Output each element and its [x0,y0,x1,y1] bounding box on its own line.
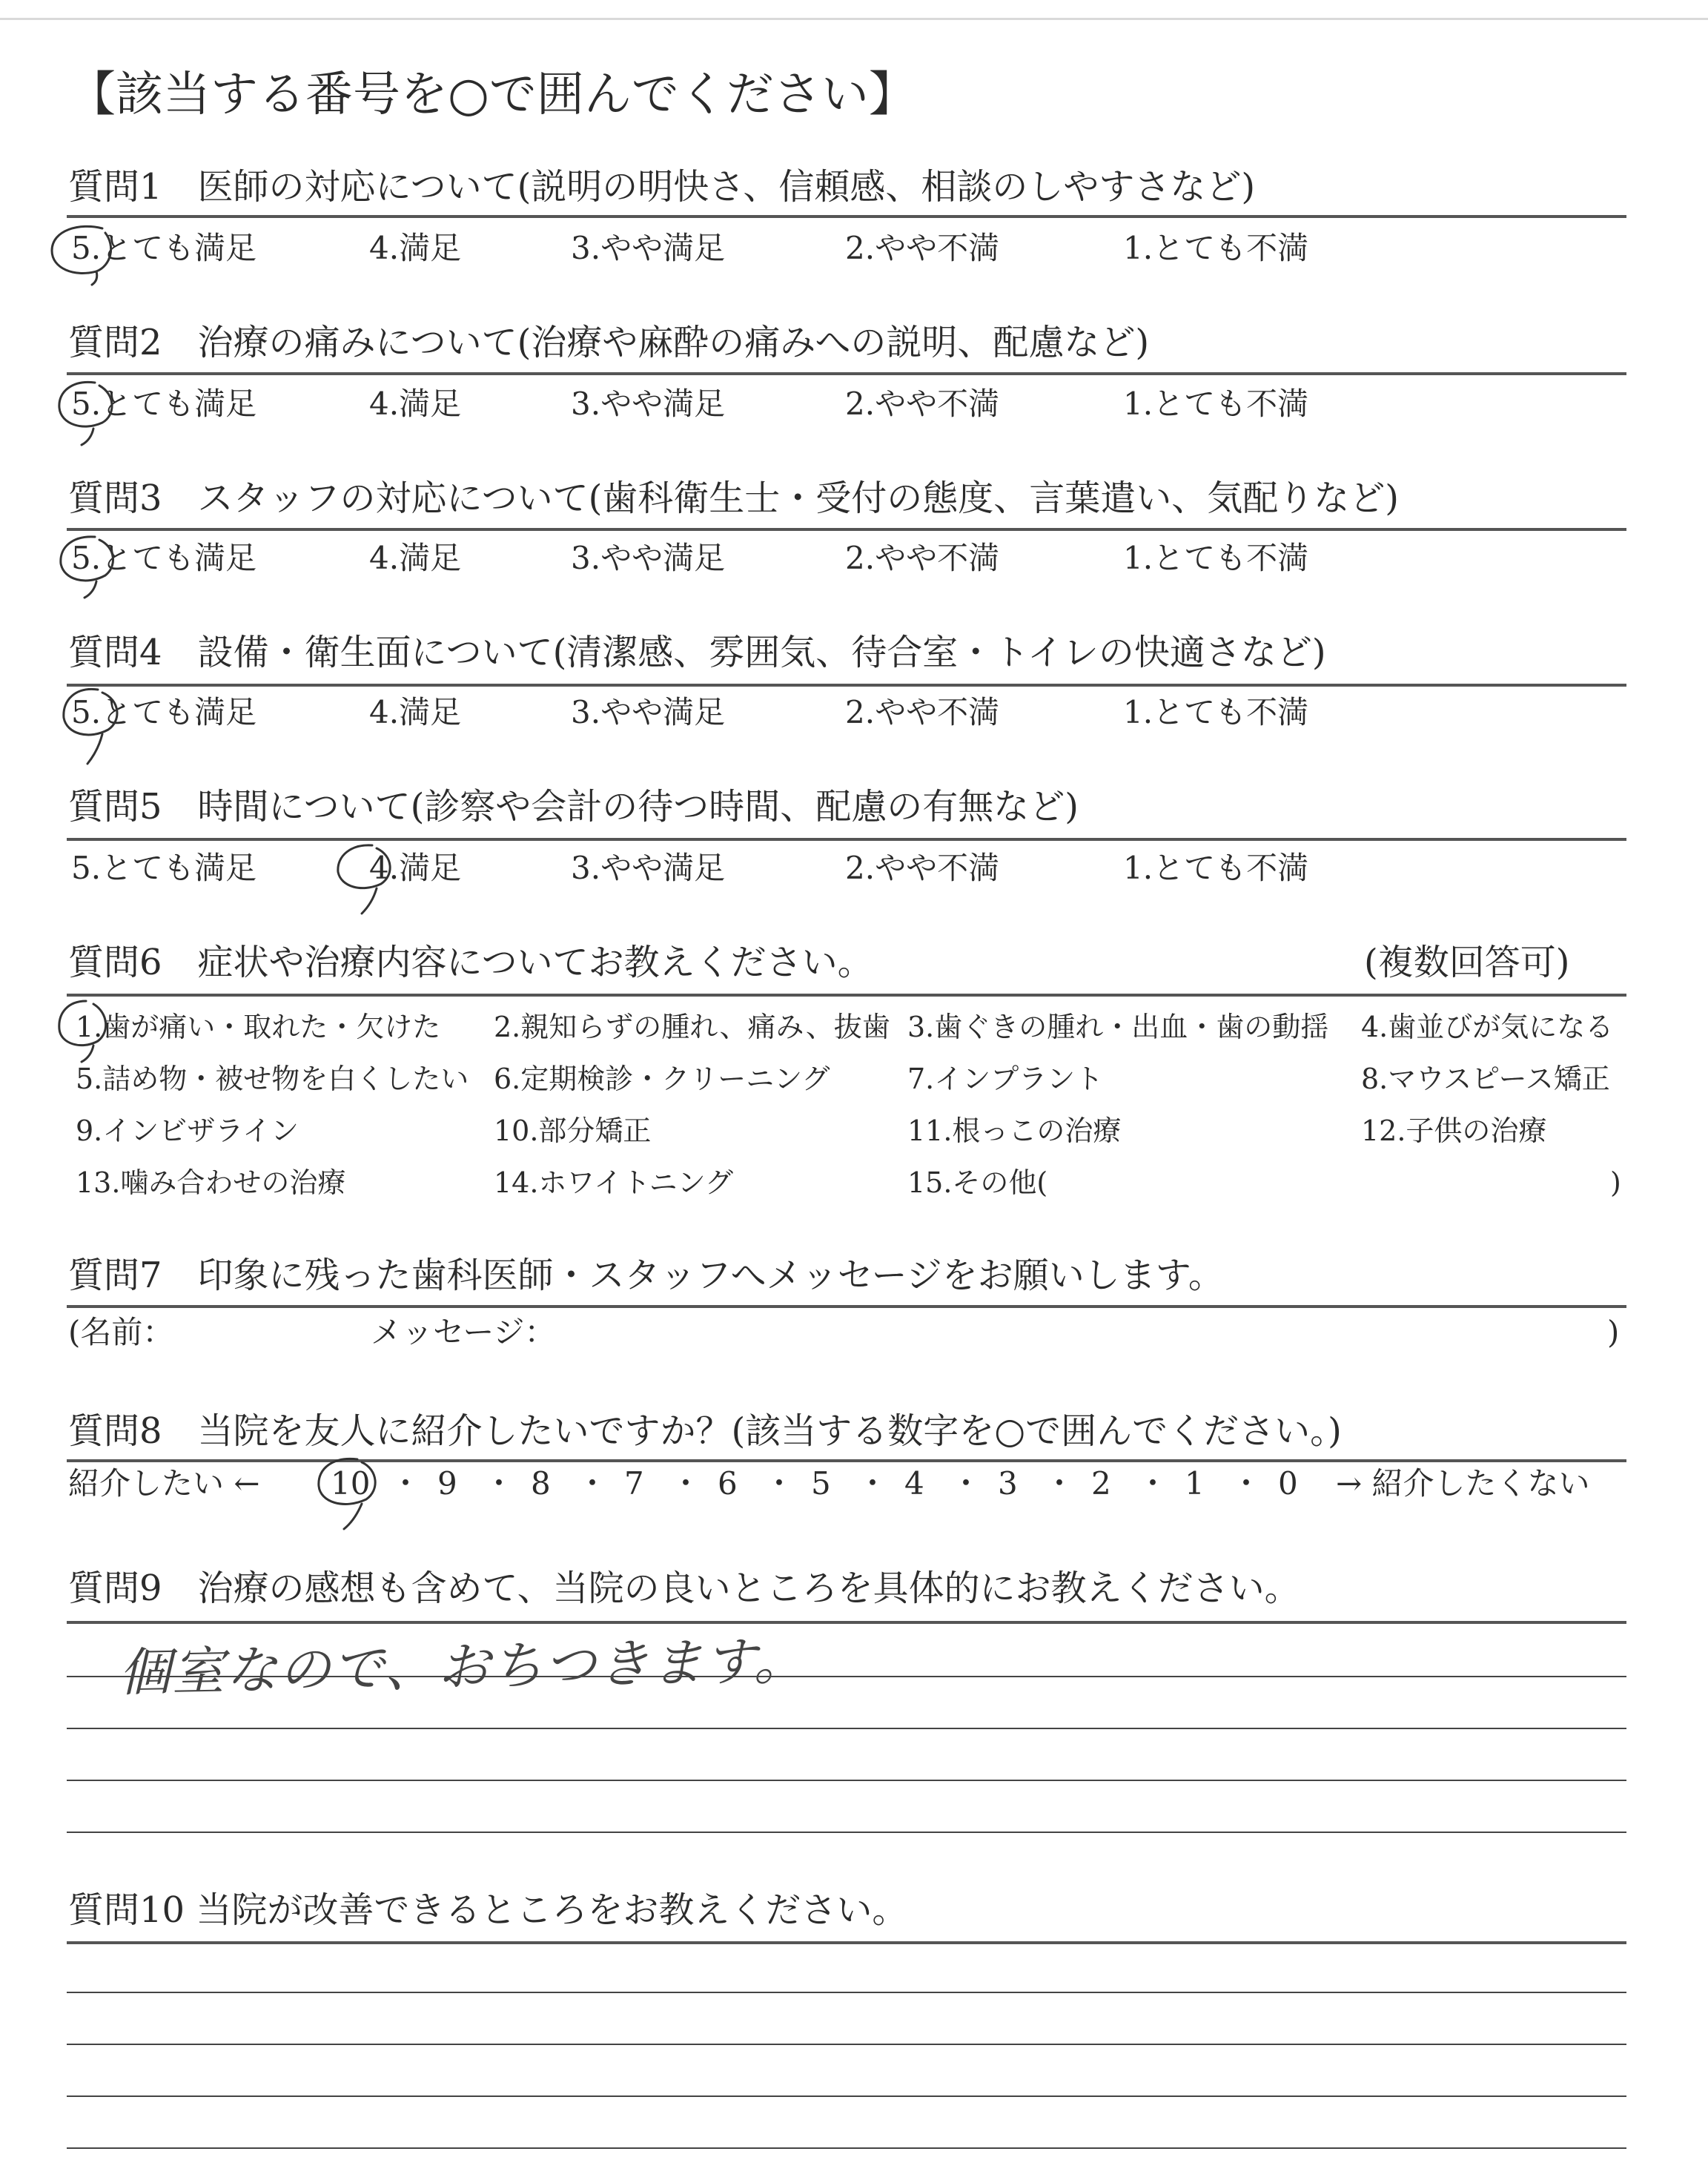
q5-heading: 質問5 時間について(診察や会計の待つ時間、配慮の有無など) [68,786,1079,828]
q8-separator: ・ [390,1465,422,1502]
q6-item-10[interactable]: 10.部分矯正 [494,1114,652,1147]
q4-option-1[interactable]: 1.とても不満 [1123,694,1309,730]
q4-option-2[interactable]: 2.やや不満 [845,694,1000,730]
q3-option-5[interactable]: 5.とても満足 [71,540,257,576]
q5-option-4[interactable]: 4.満足 [369,850,462,886]
q8-number-7[interactable]: 7 [624,1465,644,1502]
q8-number-8[interactable]: 8 [531,1465,551,1502]
q5-option-1[interactable]: 1.とても不満 [1123,850,1309,886]
q8-heading: 質問8 当院を友人に紹介したいですか？(該当する数字を○で囲んでください。) [68,1410,1342,1452]
q3-option-3[interactable]: 3.やや満足 [571,540,726,576]
q6-item-12[interactable]: 12.子供の治療 [1361,1114,1547,1147]
q6-item-13[interactable]: 13.噛み合わせの治療 [76,1166,346,1199]
q8-number-10[interactable]: 10 [331,1465,371,1502]
q6-item-14[interactable]: 14.ホワイトニング [494,1166,734,1199]
q6-item-15[interactable]: 15.その他( [907,1166,1048,1199]
q10-writing-line [67,2147,1626,2149]
q8-number-0[interactable]: 0 [1278,1465,1298,1502]
q4-option-4[interactable]: 4.満足 [369,694,462,730]
form-instructions-title: 【該当する番号を○で囲んでください】 [68,67,916,122]
q10-heading: 質問10 当院が改善できるところをお教えください。 [68,1889,908,1931]
q2-option-1[interactable]: 1.とても不満 [1123,386,1309,422]
q9-handwritten-answer[interactable]: 個室なので、おちつきます。 [118,1630,808,1704]
q8-number-1[interactable]: 1 [1185,1465,1205,1502]
q10-writing-line [67,1992,1626,1993]
q3-option-4[interactable]: 4.満足 [369,540,462,576]
q2-option-2[interactable]: 2.やや不満 [845,386,1000,422]
q5-option-3[interactable]: 3.やや満足 [571,850,726,886]
q10-rule [67,1941,1626,1944]
q9-writing-line [67,1832,1626,1833]
q5-option-2[interactable]: 2.やや不満 [845,850,1000,886]
q2-option-4[interactable]: 4.満足 [369,386,462,422]
q2-rule [67,372,1626,375]
q1-option-4[interactable]: 4.満足 [369,230,462,266]
q7-name-label: (名前： [68,1314,174,1350]
q8-left-label: 紹介したい ← [68,1465,260,1502]
q1-option-2[interactable]: 2.やや不満 [845,230,1000,266]
q9-heading: 質問9 治療の感想も含めて、当院の良いところを具体的にお教えください。 [68,1568,1300,1609]
q2-option-5[interactable]: 5.とても満足 [71,386,257,422]
q4-option-3[interactable]: 3.やや満足 [571,694,726,730]
q6-multiple-answers-note: (複数回答可) [1364,942,1570,983]
q1-heading: 質問1 医師の対応について(説明の明快さ、信頼感、相談のしやすさなど) [68,166,1256,208]
q6-heading: 質問6 症状や治療内容についてお教えください。 [68,942,873,983]
q8-rule [67,1459,1626,1462]
q8-separator: ・ [483,1465,515,1502]
q2-option-3[interactable]: 3.やや満足 [571,386,726,422]
q10-writing-line [67,2095,1626,2097]
q8-right-label: → 紹介したくない [1336,1465,1590,1502]
q8-number-6[interactable]: 6 [718,1465,738,1502]
q7-rule [67,1305,1626,1308]
q9-writing-line [67,1780,1626,1781]
q6-item-4[interactable]: 4.歯並びが気になる [1361,1011,1614,1043]
q7-heading: 質問7 印象に残った歯科医師・スタッフへメッセージをお願いします。 [68,1255,1224,1296]
q1-option-5[interactable]: 5.とても満足 [71,230,257,266]
q6-item-11[interactable]: 11.根っこの治療 [907,1114,1122,1147]
q9-rule [67,1621,1626,1624]
q8-number-3[interactable]: 3 [998,1465,1018,1502]
q6-item-1[interactable]: 1.歯が痛い・取れた・欠けた [76,1011,441,1043]
q7-close-paren: ) [1607,1314,1620,1350]
q6-other-close-paren: ) [1610,1166,1621,1199]
q5-option-5[interactable]: 5.とても満足 [71,850,257,886]
q1-option-3[interactable]: 3.やや満足 [571,230,726,266]
q3-rule [67,528,1626,531]
q9-writing-line [67,1728,1626,1729]
q8-number-9[interactable]: 9 [437,1465,457,1502]
q4-option-5[interactable]: 5.とても満足 [71,694,257,730]
q6-item-6[interactable]: 6.定期検診・クリーニング [494,1063,830,1095]
q6-item-8[interactable]: 8.マウスピース矯正 [1361,1063,1610,1095]
q8-separator: ・ [764,1465,795,1502]
q7-message-label: メッセージ： [371,1314,556,1350]
q6-item-7[interactable]: 7.インプラント [907,1063,1104,1095]
q8-separator: ・ [670,1465,702,1502]
q8-number-4[interactable]: 4 [904,1465,924,1502]
q6-item-9[interactable]: 9.インビザライン [76,1114,299,1147]
q3-option-2[interactable]: 2.やや不満 [845,540,1000,576]
q3-heading: 質問3 スタッフの対応について(歯科衛生士・受付の態度、言葉遣い、気配りなど) [68,478,1400,519]
q4-heading: 質問4 設備・衛生面について(清潔感、雰囲気、待合室・トイレの快適さなど) [68,632,1326,673]
scan-edge [0,18,1708,20]
q8-separator: ・ [577,1465,609,1502]
q1-rule [67,215,1626,218]
q6-item-2[interactable]: 2.親知らずの腫れ、痛み、抜歯 [494,1011,890,1043]
q8-separator: ・ [1231,1465,1262,1502]
q8-separator: ・ [857,1465,889,1502]
q8-number-2[interactable]: 2 [1091,1465,1111,1502]
q6-item-5[interactable]: 5.詰め物・被せ物を白くしたい [76,1063,469,1095]
q1-option-1[interactable]: 1.とても不満 [1123,230,1309,266]
q4-rule [67,684,1626,687]
q8-separator: ・ [1044,1465,1076,1502]
q2-heading: 質問2 治療の痛みについて(治療や麻酔の痛みへの説明、配慮など) [68,322,1150,363]
q8-separator: ・ [1137,1465,1169,1502]
q6-item-3[interactable]: 3.歯ぐきの腫れ・出血・歯の動揺 [907,1011,1329,1043]
q8-number-5[interactable]: 5 [811,1465,831,1502]
q3-option-1[interactable]: 1.とても不満 [1123,540,1309,576]
q8-separator: ・ [950,1465,982,1502]
q10-writing-line [67,2044,1626,2045]
q5-rule [67,838,1626,841]
q6-rule [67,994,1626,997]
